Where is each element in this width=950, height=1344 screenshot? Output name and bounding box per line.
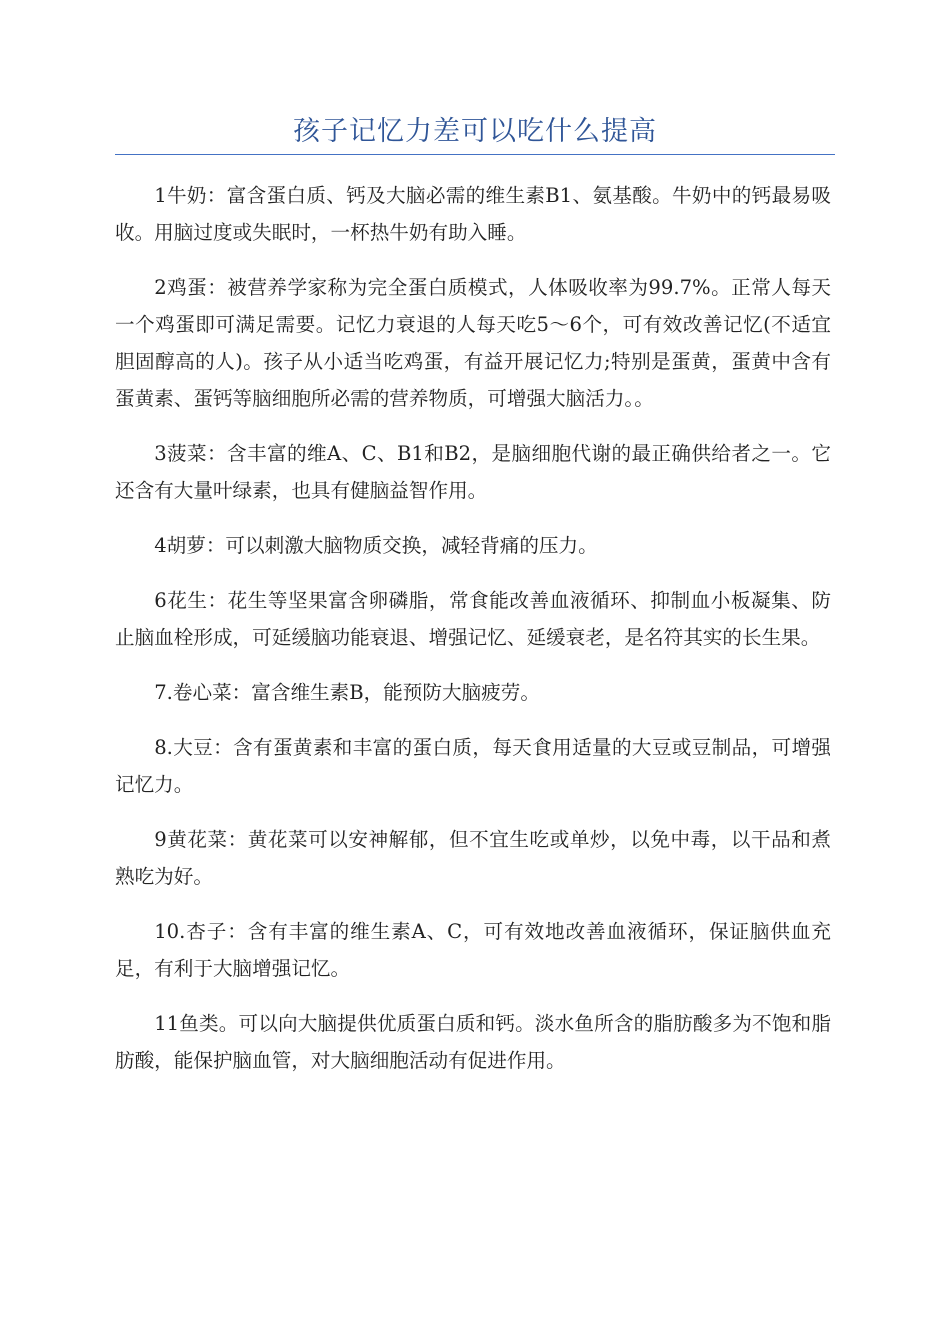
paragraph-peanut: 6花生：花生等坚果富含卵磷脂，常食能改善血液循环、抑制血小板凝集、防止脑血栓形成，可延缓脑功能衰退、增强记忆、延缓衰老，是名符其实的长生果。 bbox=[115, 589, 831, 649]
paragraph-spinach: 3菠菜：含丰富的维A、C、B1和B2，是脑细胞代谢的最正确供给者之一。它还含有大量叶绿素，也具有健脑益智作用。 bbox=[115, 442, 831, 502]
paragraph-daylily: 9黄花菜：黄花菜可以安神解郁，但不宜生吃或单炒，以免中毒，以干品和煮熟吃为好。 bbox=[115, 828, 831, 888]
paragraph-milk: 1牛奶：富含蛋白质、钙及大脑必需的维生素B1、氨基酸。牛奶中的钙最易吸收。用脑过度或失眠时，一杯热牛奶有助入睡。 bbox=[115, 184, 831, 244]
document-body bbox=[115, 177, 831, 1097]
paragraph-apricot: 10.杏子：含有丰富的维生素A、C，可有效地改善血液循环，保证脑供血充足，有利于大脑增强记忆。 bbox=[115, 920, 831, 980]
paragraph-carrot: 4胡萝：可以刺激大脑物质交换，减轻背痛的压力。 bbox=[154, 534, 598, 557]
page-title: 孩子记忆力差可以吃什么提高 bbox=[293, 116, 657, 147]
title-underline bbox=[115, 154, 835, 155]
paragraph-cabbage: 7.卷心菜：富含维生素B，能预防大脑疲劳。 bbox=[154, 681, 540, 704]
paragraph-egg: 2鸡蛋：被营养学家称为完全蛋白质模式，人体吸收率为99.7%。正常人每天一个鸡蛋即可满足需要。记忆力衰退的人每天吃5～6个，可有效改善记忆(不适宜胆固醇高的人)。孩子从小适当吃鸡蛋，有益开展记忆力;特别是蛋黄，蛋黄中含有蛋黄素、蛋钙等脑细胞所必需的营养物质，可增强大脑活力。。 bbox=[115, 276, 831, 410]
paragraph-fish: 11鱼类。可以向大脑提供优质蛋白质和钙。淡水鱼所含的脂肪酸多为不饱和脂肪酸，能保护脑血管，对大脑细胞活动有促进作用。 bbox=[115, 1012, 831, 1072]
paragraph-soybean: 8.大豆：含有蛋黄素和丰富的蛋白质，每天食用适量的大豆或豆制品，可增强记忆力。 bbox=[115, 736, 831, 796]
